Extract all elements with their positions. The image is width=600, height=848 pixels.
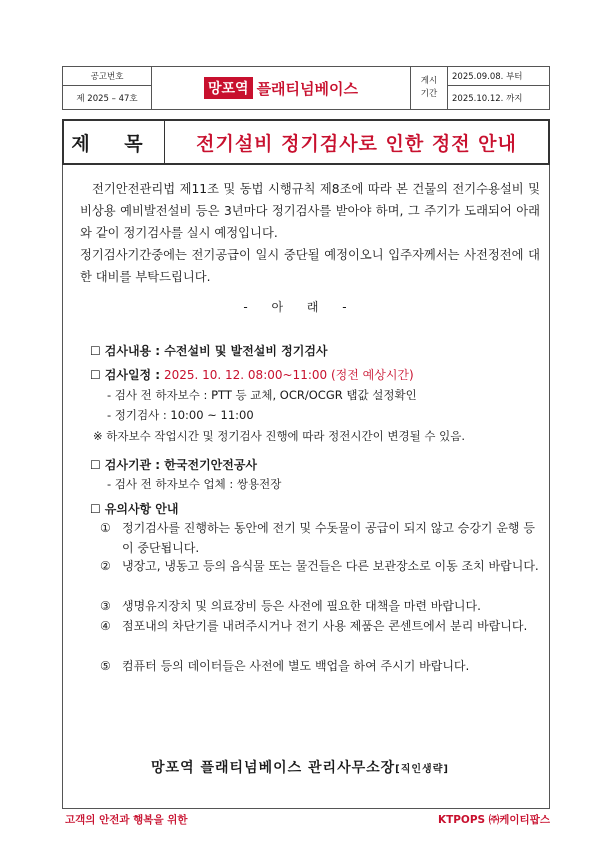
logo-box: 망포역 — [204, 77, 253, 99]
notice-header — [62, 66, 550, 110]
period-to: 2025.10.12. 까지 — [448, 86, 550, 110]
period-label: 게시 기간 — [411, 67, 448, 110]
checkbox-icon: ☐ — [90, 344, 101, 358]
logo-text: 플래티넘베이스 — [256, 79, 358, 98]
intro-paragraph-2: 정기검사기간중에는 전기공급이 일시 중단될 예정이오니 입주자께서는 사전정전에 대한 대비를 부탁드립니다. — [80, 248, 540, 284]
signature-main: 망포역 플래티넘베이스 관리사무소장 — [151, 760, 396, 776]
title-text: 전기설비 정기검사로 인한 정전 안내 — [196, 132, 517, 155]
footer — [65, 812, 550, 827]
section-notices: ☐ 유의사항 안내 — [90, 502, 179, 516]
section-inspection-content: ☐ 검사내용 : 수전설비 및 발전설비 정기검사 — [90, 344, 328, 358]
seal-omitted: [직인생략] — [395, 764, 449, 775]
signature — [0, 757, 600, 777]
intro-paragraph-1: 전기안전관리법 제11조 및 동법 시행규칙 제8조에 따라 본 건물의 전기수용설비 및 비상용 예비발전설비 등은 3년마다 정기검사를 받아야 하며, 그 주기가 도래되어 아래와 같이 정기검사를 실시 예정입니다. — [80, 182, 540, 240]
notice-item: ⑤ 컴퓨터 등의 데이터들은 사전에 별도 백업을 하여 주시기 바랍니다. — [100, 659, 470, 673]
title-label: 제 목 — [64, 121, 165, 163]
notice-item: ③ 생명유지장치 및 의료장비 등은 사전에 필요한 대책을 마련 바랍니다. — [100, 599, 481, 613]
checkbox-icon: ☐ — [90, 368, 101, 382]
title-box — [62, 119, 550, 165]
section-schedule: ☐ 검사일정 : 2025. 10. 12. 08:00~11:00 (정전 예상시간) — [90, 368, 414, 382]
footer-company: KTPOPS ㈜케이티팝스 — [437, 814, 550, 826]
schedule-sub-2: - 정기검사 : 10:00 ~ 11:00 — [107, 408, 254, 422]
checkbox-icon: ☐ — [90, 502, 101, 516]
ahrae-heading: - 아 래 - — [243, 300, 357, 314]
agency-sub: - 검사 전 하자보수 업체 : 쌍용전장 — [107, 477, 282, 491]
section-agency: ☐ 검사기관 : 한국전기안전공사 — [90, 458, 258, 472]
footer-slogan: 고객의 안전과 행복을 위한 — [65, 814, 188, 826]
notice-item: ④ 점포내의 차단기를 내려주시거나 전기 사용 제품은 콘센트에서 분리 바랍니다. — [100, 619, 528, 633]
notice-item: ② 냉장고, 냉동고 등의 음식물 또는 물건들은 다른 보관장소로 이동 조치 바랍니다. — [100, 559, 539, 573]
checkbox-icon: ☐ — [90, 458, 101, 472]
notice-item: ① 정기검사를 진행하는 동안에 전기 및 수돗물이 공급이 되지 않고 승강기 운행 등이 중단됩니다. — [100, 521, 535, 555]
logo — [152, 67, 411, 110]
notice-no-label: 공고번호 — [63, 67, 152, 86]
period-from: 2025.09.08. 부터 — [448, 67, 550, 86]
schedule-sub-1: - 검사 전 하자보수 : PTT 등 교체, OCR/OCGR 탭값 설정확인 — [107, 388, 417, 402]
intro — [80, 178, 540, 288]
notice-no: 제 2025 – 47호 — [63, 86, 152, 110]
schedule-note: ※ 하자보수 작업시간 및 정기검사 진행에 따라 정전시간이 변경될 수 있음. — [93, 429, 466, 443]
schedule-value: 2025. 10. 12. 08:00~11:00 (정전 예상시간) — [163, 368, 414, 382]
